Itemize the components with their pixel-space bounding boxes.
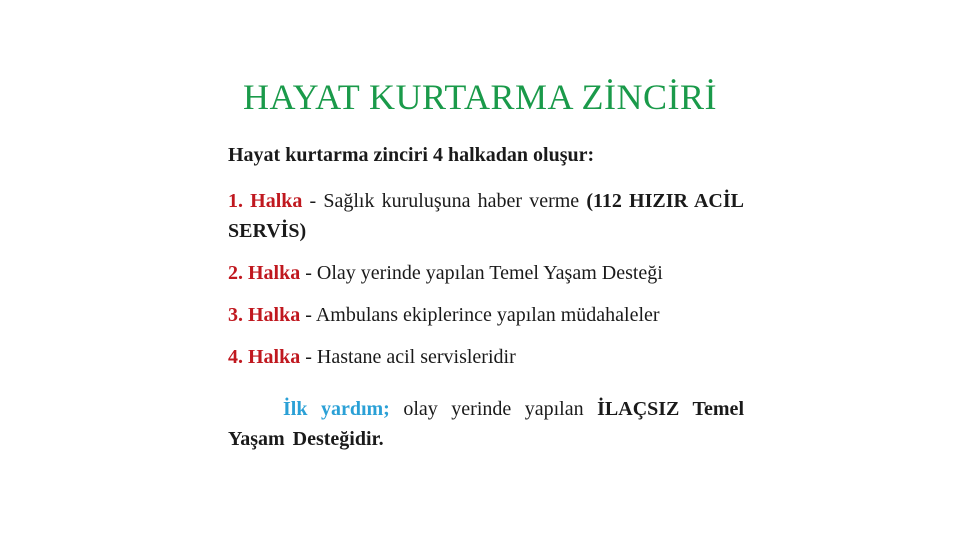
halka-1-separator: - (302, 190, 324, 212)
halka-4-label: 4. Halka (228, 346, 301, 368)
halka-1-label: 1. Halka (228, 190, 303, 212)
halka-4-text: Hastane acil servisleridir (316, 346, 516, 368)
note-term: İlk yardım; (283, 398, 390, 420)
halka-3-text: Ambulans ekiplerince yapılan müdahaleler (315, 304, 660, 326)
list-item-halka-3 (228, 300, 744, 330)
halka-2-label: 2. Halka (228, 262, 301, 284)
note-emphasis: İLAÇSIZ Temel Yaşam Desteğidir. (228, 398, 744, 450)
halka-3-separator: - (300, 304, 316, 326)
halka-2-separator: - (300, 262, 317, 284)
halka-1-emphasis: (112 HIZIR ACİL SERVİS) (228, 190, 744, 242)
note-text: olay yerinde yapılan (389, 398, 598, 420)
intro-text: Hayat kurtarma zinciri 4 halkadan oluşur: (228, 144, 595, 166)
list-item-halka-2 (228, 258, 744, 288)
list-item-halka-1 (228, 186, 744, 246)
halka-3-label: 3. Halka (228, 304, 301, 326)
halka-1-text: Sağlık kuruluşuna haber verme (323, 190, 587, 212)
page-title: HAYAT KURTARMA ZİNCİRİ (242, 77, 717, 117)
content-body (228, 140, 744, 474)
halka-4-separator: - (300, 346, 317, 368)
first-aid-note (228, 394, 744, 454)
halka-2-text: Olay yerinde yapılan Temel Yaşam Desteği (316, 262, 663, 284)
list-item-halka-4 (228, 342, 744, 372)
